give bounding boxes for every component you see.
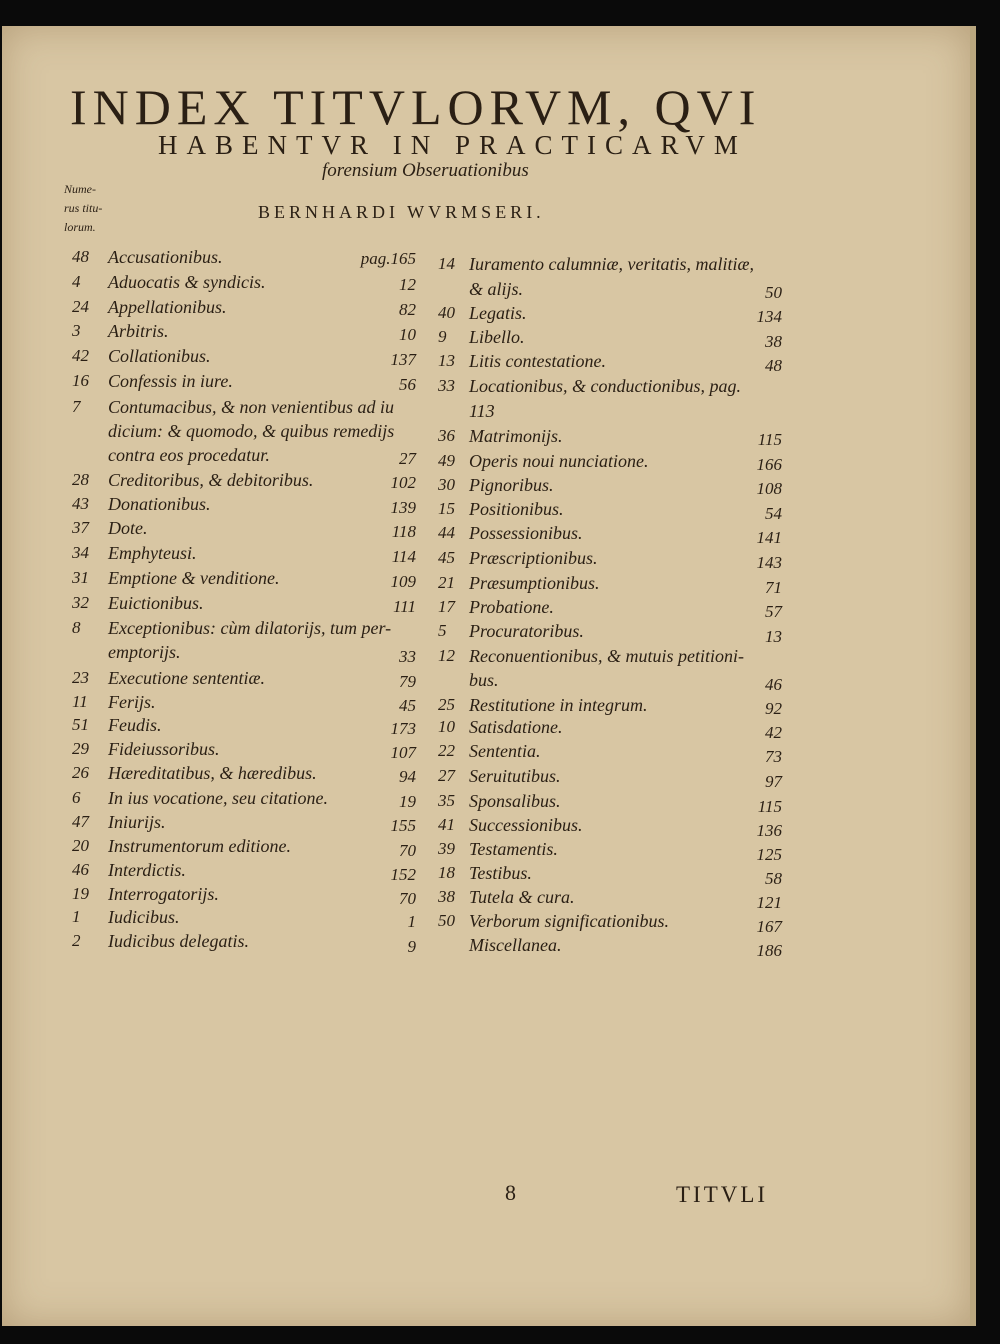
title-number: 32: [72, 593, 89, 612]
title-entry-continuation: contra eos procedatur.: [108, 445, 270, 465]
title-entry: Iuramento calumniæ, veritatis, malitiæ,: [469, 254, 754, 274]
page-reference: 38: [765, 332, 782, 351]
page-reference: 166: [756, 455, 782, 474]
title-number: 33: [438, 376, 455, 395]
page-reference: 186: [756, 941, 782, 960]
title-entry: Iniurijs.: [108, 812, 166, 832]
page-reference: 97: [765, 772, 782, 791]
title-entry: Dote.: [108, 518, 148, 538]
page-reference: 70: [399, 889, 416, 908]
page-reference: 141: [756, 528, 782, 547]
page-reference: 33: [399, 647, 416, 666]
title-number: 38: [438, 887, 455, 906]
page-reference: 10: [399, 325, 416, 344]
page-reference: 48: [765, 356, 782, 375]
title-number: 24: [72, 297, 89, 316]
page-reference: 71: [765, 578, 782, 597]
title-number: 29: [72, 739, 89, 758]
title-entry-continuation: 113: [469, 401, 495, 421]
page-reference: 136: [756, 821, 782, 840]
title-entry: Tutela & cura.: [469, 887, 575, 907]
title-number: 16: [72, 371, 89, 390]
index-subtitle: HABENTVR IN PRACTICARVM: [158, 130, 747, 160]
title-number: 22: [438, 741, 455, 760]
title-number: 39: [438, 839, 455, 858]
title-entry: Pignoribus.: [469, 475, 554, 495]
title-number: 11: [72, 692, 88, 711]
title-entry: Accusationibus.: [108, 247, 223, 267]
title-number: 35: [438, 791, 455, 810]
page-reference: 114: [391, 547, 416, 566]
title-entry: Reconuentionibus, & mutuis petitioni-: [469, 646, 744, 666]
title-number: 17: [438, 597, 455, 616]
author-line: BERNHARDI WVRMSERI.: [258, 202, 545, 222]
page-reference: 13: [765, 627, 782, 646]
title-entry: Probatione.: [469, 597, 554, 617]
title-entry: Matrimonijs.: [469, 426, 563, 446]
title-number: 14: [438, 254, 455, 273]
page-reference: pag.165: [360, 249, 416, 268]
index-title: INDEX TITVLORVM, QVI: [70, 79, 762, 135]
page-reference: 102: [390, 473, 416, 492]
title-entry: Donationibus.: [108, 494, 211, 514]
title-entry: Creditoribus, & debitoribus.: [108, 470, 314, 490]
page-reference: 54: [765, 504, 782, 523]
title-number: 36: [438, 426, 455, 445]
title-number: 10: [438, 717, 455, 736]
title-entry: Hæreditatibus, & hæredibus.: [108, 763, 317, 783]
page-reference: 45: [399, 696, 416, 715]
title-entry: Seruitutibus.: [469, 766, 561, 786]
title-entry: In ius vocatione, seu citatione.: [108, 788, 328, 808]
page-reference: 115: [757, 797, 782, 816]
catchword: TITVLI: [676, 1182, 769, 1207]
title-number: 45: [438, 548, 455, 567]
title-number: 23: [72, 668, 89, 687]
page-reference: 152: [390, 865, 416, 884]
page-reference: 115: [757, 430, 782, 449]
title-number: 5: [438, 621, 447, 640]
title-entry: Emphyteusi.: [108, 543, 197, 563]
page-reference: 111: [393, 597, 416, 616]
page-reference: 94: [399, 767, 416, 786]
title-number: 20: [72, 836, 89, 855]
signature-mark: 8: [505, 1180, 516, 1205]
title-entry: Appellationibus.: [108, 297, 227, 317]
title-number: 4: [72, 272, 81, 291]
page-reference: 50: [765, 283, 782, 302]
title-entry: Fideiussoribus.: [108, 739, 220, 759]
title-entry: Interrogatorijs.: [108, 884, 219, 904]
title-entry: Restitutione in integrum.: [469, 695, 648, 715]
title-number: 49: [438, 451, 455, 470]
title-number: 30: [438, 475, 455, 494]
title-number: 51: [72, 715, 89, 734]
title-entry: Præsumptionibus.: [469, 573, 600, 593]
page-reference: 56: [399, 375, 416, 394]
title-number: 13: [438, 351, 455, 370]
title-number: 31: [72, 568, 89, 587]
title-number: 40: [438, 303, 455, 322]
page-reference: 125: [756, 845, 782, 864]
title-entry: Procuratoribus.: [469, 621, 584, 641]
title-entry-continuation: emptorijs.: [108, 642, 181, 662]
column-header-line: rus titu-: [64, 201, 103, 215]
title-entry: Interdictis.: [108, 860, 186, 880]
page-reference: 73: [765, 747, 782, 766]
column-header-line: lorum.: [64, 220, 96, 234]
title-entry: Verborum significationibus.: [469, 911, 670, 931]
title-number: 1: [72, 907, 81, 926]
title-number: 37: [72, 518, 89, 537]
title-entry: Sententia.: [469, 741, 541, 761]
page-reference: 173: [390, 719, 416, 738]
page-reference: 19: [399, 792, 416, 811]
page-reference: 134: [756, 307, 782, 326]
column-header-line: Nume-: [64, 182, 96, 196]
title-entry: Successionibus.: [469, 815, 583, 835]
title-entry: Collationibus.: [108, 346, 211, 366]
title-number: 12: [438, 646, 455, 665]
title-entry: Iudicibus.: [108, 907, 180, 927]
page-reference: 109: [390, 572, 416, 591]
page-reference: 121: [756, 893, 782, 912]
title-number: 3: [72, 321, 81, 340]
page-reference: 155: [390, 816, 416, 835]
title-number: 6: [72, 788, 81, 807]
title-number: 42: [72, 346, 89, 365]
page-reference: 57: [765, 602, 782, 621]
title-entry: Instrumentorum editione.: [108, 836, 291, 856]
title-entry: Miscellanea.: [469, 935, 562, 955]
title-number: 7: [72, 397, 81, 416]
title-entry: Satisdatione.: [469, 717, 563, 737]
title-entry: Confessis in iure.: [108, 371, 233, 391]
title-number: 2: [72, 931, 81, 950]
title-number: 19: [72, 884, 89, 903]
title-entry: Testibus.: [469, 863, 532, 883]
title-entry: Emptione & venditione.: [108, 568, 280, 588]
title-entry: Exceptionibus: cùm dilatorijs, tum per-: [108, 618, 392, 638]
title-number: 46: [72, 860, 89, 879]
page-reference: 9: [407, 937, 416, 956]
page-reference: 70: [399, 841, 416, 860]
title-entry: Locationibus, & conductionibus, pag.: [469, 376, 741, 396]
page-reference: 79: [399, 672, 416, 691]
title-number: 41: [438, 815, 455, 834]
title-entry: Executione sententiæ.: [108, 668, 265, 688]
page-reference: 42: [765, 723, 782, 742]
page-reference: 12: [399, 275, 416, 294]
page-reference: 108: [756, 479, 782, 498]
title-number: 47: [72, 812, 89, 831]
title-entry-continuation: & alijs.: [469, 279, 524, 299]
page-reference: 107: [390, 743, 416, 762]
title-entry: Legatis.: [469, 303, 527, 323]
page-reference: 82: [399, 300, 416, 319]
title-entry: Litis contestatione.: [469, 351, 606, 371]
title-entry: Euictionibus.: [108, 593, 204, 613]
page-reference: 118: [391, 522, 416, 541]
title-entry: Contumacibus, & non venientibus ad iu: [108, 397, 394, 417]
page-edge: [970, 26, 976, 1326]
page-reference: 167: [756, 917, 782, 936]
title-number: 50: [438, 911, 455, 930]
title-entry: Positionibus.: [469, 499, 564, 519]
title-entry: Ferijs.: [108, 692, 156, 712]
page-reference: 46: [765, 675, 782, 694]
page-reference: 143: [756, 553, 782, 572]
column-header: [64, 180, 124, 237]
title-entry: Libello.: [469, 327, 525, 347]
title-number: 44: [438, 523, 455, 542]
index-subtitle-italic: forensium Obseruationibus: [322, 160, 529, 181]
title-number: 48: [72, 247, 89, 266]
title-entry: Operis noui nunciatione.: [469, 451, 649, 471]
title-entry: Iudicibus delegatis.: [108, 931, 249, 951]
title-entry: Sponsalibus.: [469, 791, 561, 811]
title-number: 9: [438, 327, 447, 346]
page-reference: 58: [765, 869, 782, 888]
title-entry: Testamentis.: [469, 839, 558, 859]
title-number: 15: [438, 499, 455, 518]
page-reference: 92: [765, 699, 782, 718]
title-number: 27: [438, 766, 455, 785]
title-number: 28: [72, 470, 89, 489]
title-entry: Præscriptionibus.: [469, 548, 598, 568]
page-reference: 137: [390, 350, 416, 369]
title-number: 21: [438, 573, 455, 592]
title-number: 8: [72, 618, 81, 637]
title-number: 43: [72, 494, 89, 513]
title-number: 18: [438, 863, 455, 882]
title-entry: Arbitris.: [108, 321, 169, 341]
title-entry: Feudis.: [108, 715, 162, 735]
title-entry: Aduocatis & syndicis.: [108, 272, 266, 292]
title-entry-continuation: dicium: & quomodo, & quibus remedijs: [108, 421, 395, 441]
page-reference: 1: [407, 912, 416, 931]
title-entry-continuation: bus.: [469, 670, 499, 690]
title-number: 34: [72, 543, 89, 562]
title-number: 26: [72, 763, 89, 782]
title-number: 25: [438, 695, 455, 714]
page-reference: 139: [390, 498, 416, 517]
title-entry: Possessionibus.: [469, 523, 583, 543]
page-reference: 27: [399, 449, 416, 468]
